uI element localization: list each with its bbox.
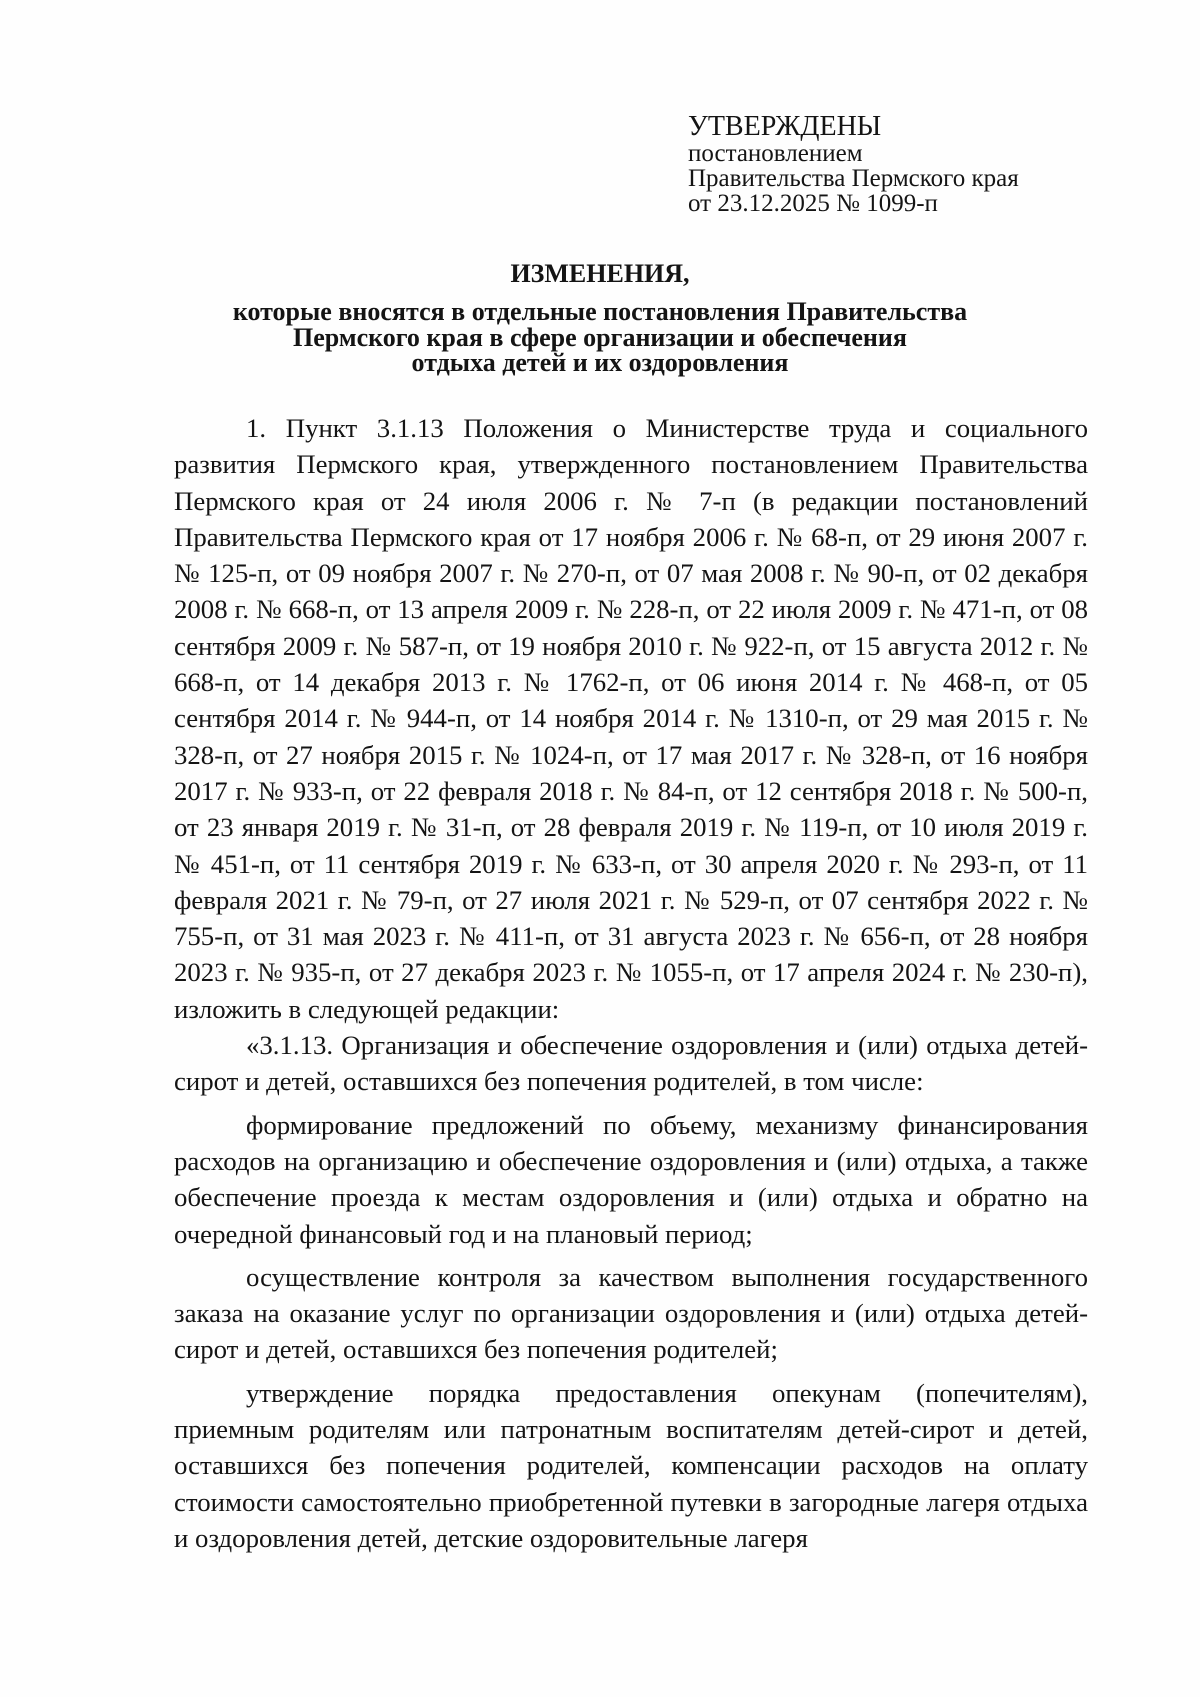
paragraph: формирование предложений по объему, механизму финансирования расходов на организацию и обеспечение оздоровления и (или) отдыха, а также обеспечение проезда к местам оздоровления и (или) отдыха и обратно на очередной финансовый год и на плановый период;: [174, 1109, 1088, 1249]
document-body: [174, 410, 1088, 1556]
document-subtitle: Пермского края в сфере организации и обеспечения: [293, 322, 907, 352]
paragraph: «3.1.13. Организация и обеспечение оздоровления и (или) отдыха детей-сирот и детей, оставшихся без попечения родителей, в том числе:: [174, 1030, 1088, 1097]
approval-stamp: [688, 112, 1108, 216]
approval-line: постановлением: [688, 140, 863, 168]
approval-line: от 23.12.2025 № 1099-п: [688, 190, 938, 218]
document-subtitle: отдыха детей и их оздоровления: [411, 348, 789, 378]
paragraph: осуществление контроля за качеством выполнения государственного заказа на оказание услуг по организации оздоровления и (или) отдыха детей-сирот и детей, оставшихся без попечения родителей;: [174, 1261, 1088, 1365]
paragraph: 1. Пункт 3.1.13 Положения о Министерстве труда и социального развития Пермского края, утвержденного постановлением Правительства Пермского края от 24 июля 2006 г. № 7-п (в редакции постановлений Правительства Пермского края от 17 ноября 2006 г. № 68-п, от 29 июня 2007 г. № 125-п, от 09 ноября 2007 г. № 270-п, от 07 мая 2008 г. № 90-п, от 02 декабря 2008 г. № 668-п, от 13 апреля 2009 г. № 228-п, от 22 июля 2009 г. № 471-п, от 08 сентября 2009 г. № 587-п, от 19 ноября 2010 г. № 922-п, от 15 августа 2012 г. № 668-п, от 14 декабря 2013 г. № 1762-п, от 06 июня 2014 г. № 468-п, от 05 сентября 2014 г. № 944-п, от 14 ноября 2014 г. № 1310-п, от 29 мая 2015 г. № 328-п, от 27 ноября 2015 г. № 1024-п, от 17 мая 2017 г. № 328-п, от 16 ноября 2017 г. № 933-п, от 22 февраля 2018 г. № 84-п, от 12 сентября 2018 г. № 500-п, от 23 января 2019 г. № 31-п, от 28 февраля 2019 г. № 119-п, от 10 июля 2019 г. № 451-п, от 11 сентября 2019 г. № 633-п, от 30 апреля 2020 г. № 293-п, от 11 февраля 2021 г. № 79-п, от 27 июля 2021 г. № 529-п, от 07 сентября 2022 г. № 755-п, от 31 мая 2023 г. № 411-п, от 31 августа 2023 г. № 656-п, от 28 ноября 2023 г. № 935-п, от 27 декабря 2023 г. № 1055-п, от 17 апреля 2024 г. № 230-п), изложить в следующей редакции:: [174, 413, 1088, 1024]
approval-heading: УТВЕРЖДЕНЫ: [688, 111, 882, 142]
document-title: ИЗМЕНЕНИЯ,: [510, 259, 690, 288]
paragraph: утверждение порядка предоставления опекунам (попечителям), приемным родителям или патронатным воспитателям детей-сирот и детей, оставшихся без попечения родителей, компенсации расходов на оплату стоимости самостоятельно приобретенной путевки в загородные лагеря отдыха и оздоровления детей, детские оздоровительные лагеря: [174, 1377, 1088, 1553]
document-subtitle: которые вносятся в отдельные постановления Правительства: [232, 297, 968, 327]
approval-line: Правительства Пермского края: [688, 165, 1019, 193]
document-title-block: [150, 258, 1050, 376]
